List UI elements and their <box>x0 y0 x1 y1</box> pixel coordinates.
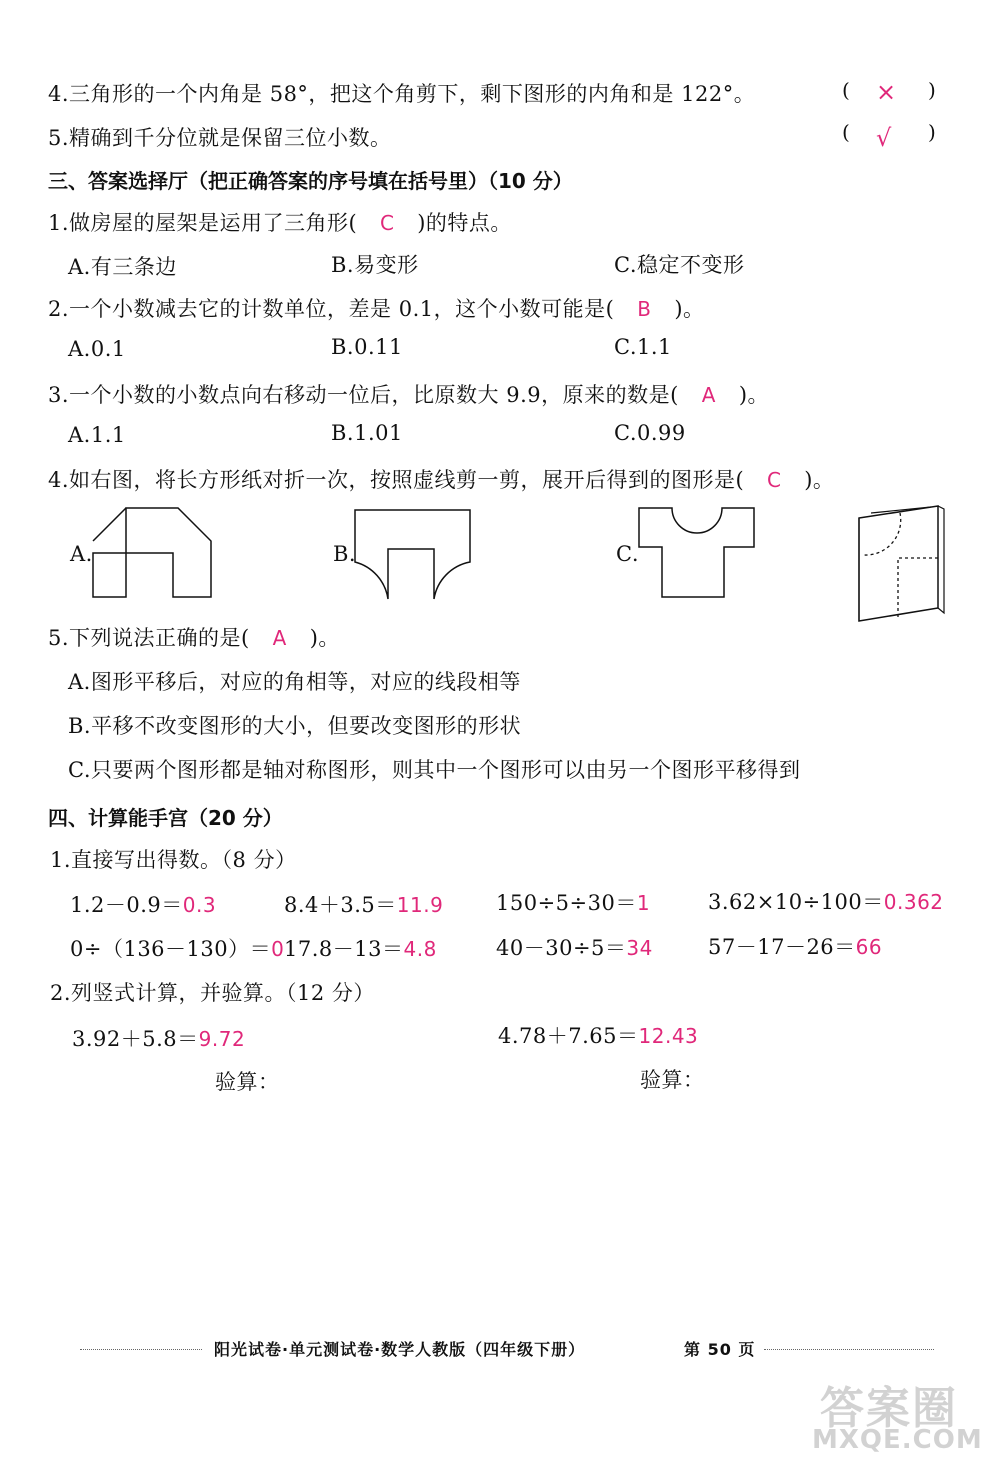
stem-part: 5.下列说法正确的是( <box>48 626 250 650</box>
calc-item <box>284 933 437 963</box>
calc-item <box>708 886 944 916</box>
calc-answer: 0.3 <box>182 893 217 917</box>
choice-q5-answer: A <box>272 626 287 650</box>
stem-part: )的特点。 <box>417 211 512 235</box>
choice-q2-answer: B <box>637 297 652 321</box>
shape-option-c-label: C. <box>616 542 639 566</box>
calc-answer: 34 <box>626 936 653 960</box>
footer-text: 阳光试卷·单元测试卷·数学人教版（四年级下册） <box>214 1340 586 1359</box>
stem-part: 4.如右图，将长方形纸对折一次，按照虚线剪一剪，展开后得到的图形是( <box>48 468 745 492</box>
choice-q1-option-a: A.有三条边 <box>68 255 177 279</box>
choice-q5-option-a: A.图形平移后，对应的角相等，对应的线段相等 <box>68 670 521 694</box>
stem-part: )。 <box>804 468 835 492</box>
stem-part: )。 <box>309 626 340 650</box>
shape-option-a <box>90 505 215 600</box>
judge-paren-close: ) <box>928 78 936 102</box>
stem-part: 2.一个小数减去它的计数单位，差是 0.1，这个小数可能是( <box>48 297 615 321</box>
section-3-title: 三、答案选择厅（把正确答案的序号填在括号里）（10 分） <box>48 169 573 193</box>
calc-item <box>70 889 216 919</box>
calc-expr: 3.62×10÷100＝ <box>708 890 884 914</box>
judge-question-5: 5.精确到千分位就是保留三位小数。 <box>48 126 392 150</box>
watermark-site: MXQE.COM <box>812 1425 983 1455</box>
calc-item <box>284 889 443 919</box>
shape-option-b <box>352 507 474 602</box>
calc-item <box>496 887 650 917</box>
shape-option-a-label: A. <box>70 542 93 566</box>
calc-expr: 150÷5÷30＝ <box>496 891 637 915</box>
choice-q2-option-c: C.1.1 <box>614 335 672 359</box>
page-number: 第 50 页 <box>684 1340 756 1359</box>
choice-q3-option-a: A.1.1 <box>68 423 126 447</box>
choice-q3-stem <box>48 379 769 409</box>
footer-divider-right <box>764 1349 934 1350</box>
calc-item <box>496 932 653 962</box>
choice-q5-stem <box>48 622 340 652</box>
calc-answer: 0 <box>271 937 285 961</box>
choice-q3-answer: A <box>701 383 716 407</box>
calc-answer: 66 <box>855 935 883 959</box>
stem-part: )。 <box>738 383 770 407</box>
calc-expr: 4.78＋7.65＝ <box>498 1024 639 1048</box>
choice-q2-option-a: A.0.1 <box>68 337 126 361</box>
judge-paren-open: ( <box>842 120 850 144</box>
choice-q5-option-b: B.平移不改变图形的大小，但要改变图形的形状 <box>68 714 522 738</box>
choice-q1-option-b: B.易变形 <box>331 253 419 277</box>
shape-option-b-label: B. <box>333 542 357 566</box>
section-4-title: 四、计算能手宫（20 分） <box>48 806 283 830</box>
stem-part: 1.做房屋的屋架是运用了三角形( <box>48 211 358 235</box>
judge-question-4: 4.三角形的一个内角是 58°，把这个角剪下，剩下图形的内角和是 122°。 <box>48 82 756 106</box>
calc-expr: 0÷（136－130）＝ <box>70 937 272 961</box>
choice-q5-option-c: C.只要两个图形都是轴对称图形，则其中一个图形可以由另一个图形平移得到 <box>68 758 801 782</box>
choice-q1-option-c: C.稳定不变形 <box>614 253 745 277</box>
choice-q2-option-b: B.0.11 <box>331 335 403 359</box>
judge-paren-close: ) <box>928 120 936 144</box>
calc-answer: 9.72 <box>198 1027 246 1051</box>
vertical-calc-1 <box>72 1023 245 1053</box>
stem-part: )。 <box>674 297 705 321</box>
check-label-1: 验算： <box>215 1070 280 1094</box>
calc-expr: 8.4＋3.5＝ <box>284 893 397 917</box>
choice-q3-option-c: C.0.99 <box>614 421 686 445</box>
calc-answer: 4.8 <box>403 937 437 961</box>
calc-answer: 1 <box>636 891 651 915</box>
folded-paper-figure <box>856 503 946 625</box>
choice-q4-answer: C <box>767 468 782 492</box>
calc-expr: 3.92＋5.8＝ <box>72 1027 199 1051</box>
calc-item <box>70 933 284 963</box>
calc-subtitle-2: 2.列竖式计算，并验算。（12 分） <box>50 981 375 1005</box>
calc-expr: 17.8－13＝ <box>284 937 404 961</box>
calc-expr: 40－30÷5＝ <box>496 936 627 960</box>
calc-expr: 1.2－0.9＝ <box>70 893 183 917</box>
calc-answer: 12.43 <box>638 1024 699 1048</box>
calc-item <box>708 931 882 961</box>
judge-mark-4: × <box>876 78 897 106</box>
calc-answer: 11.9 <box>396 893 444 917</box>
footer-divider-left <box>80 1349 202 1350</box>
choice-q1-answer: C <box>380 211 395 235</box>
check-label-2: 验算： <box>640 1068 705 1092</box>
calc-subtitle-1: 1.直接写出得数。（8 分） <box>50 848 297 872</box>
calc-expr: 57－17－26＝ <box>708 935 856 959</box>
choice-q1-stem <box>48 207 512 237</box>
choice-q2-stem <box>48 293 705 323</box>
judge-mark-5: √ <box>876 124 892 152</box>
choice-q3-option-b: B.1.01 <box>331 421 403 445</box>
judge-paren-open: ( <box>842 78 850 102</box>
calc-answer: 0.362 <box>883 890 944 914</box>
vertical-calc-2 <box>498 1020 698 1050</box>
shape-option-c <box>636 505 758 600</box>
choice-q4-stem <box>48 464 834 494</box>
stem-part: 3.一个小数的小数点向右移动一位后，比原数大 9.9，原来的数是( <box>48 383 679 407</box>
watermark-logo: 答案圈 <box>820 1383 958 1434</box>
